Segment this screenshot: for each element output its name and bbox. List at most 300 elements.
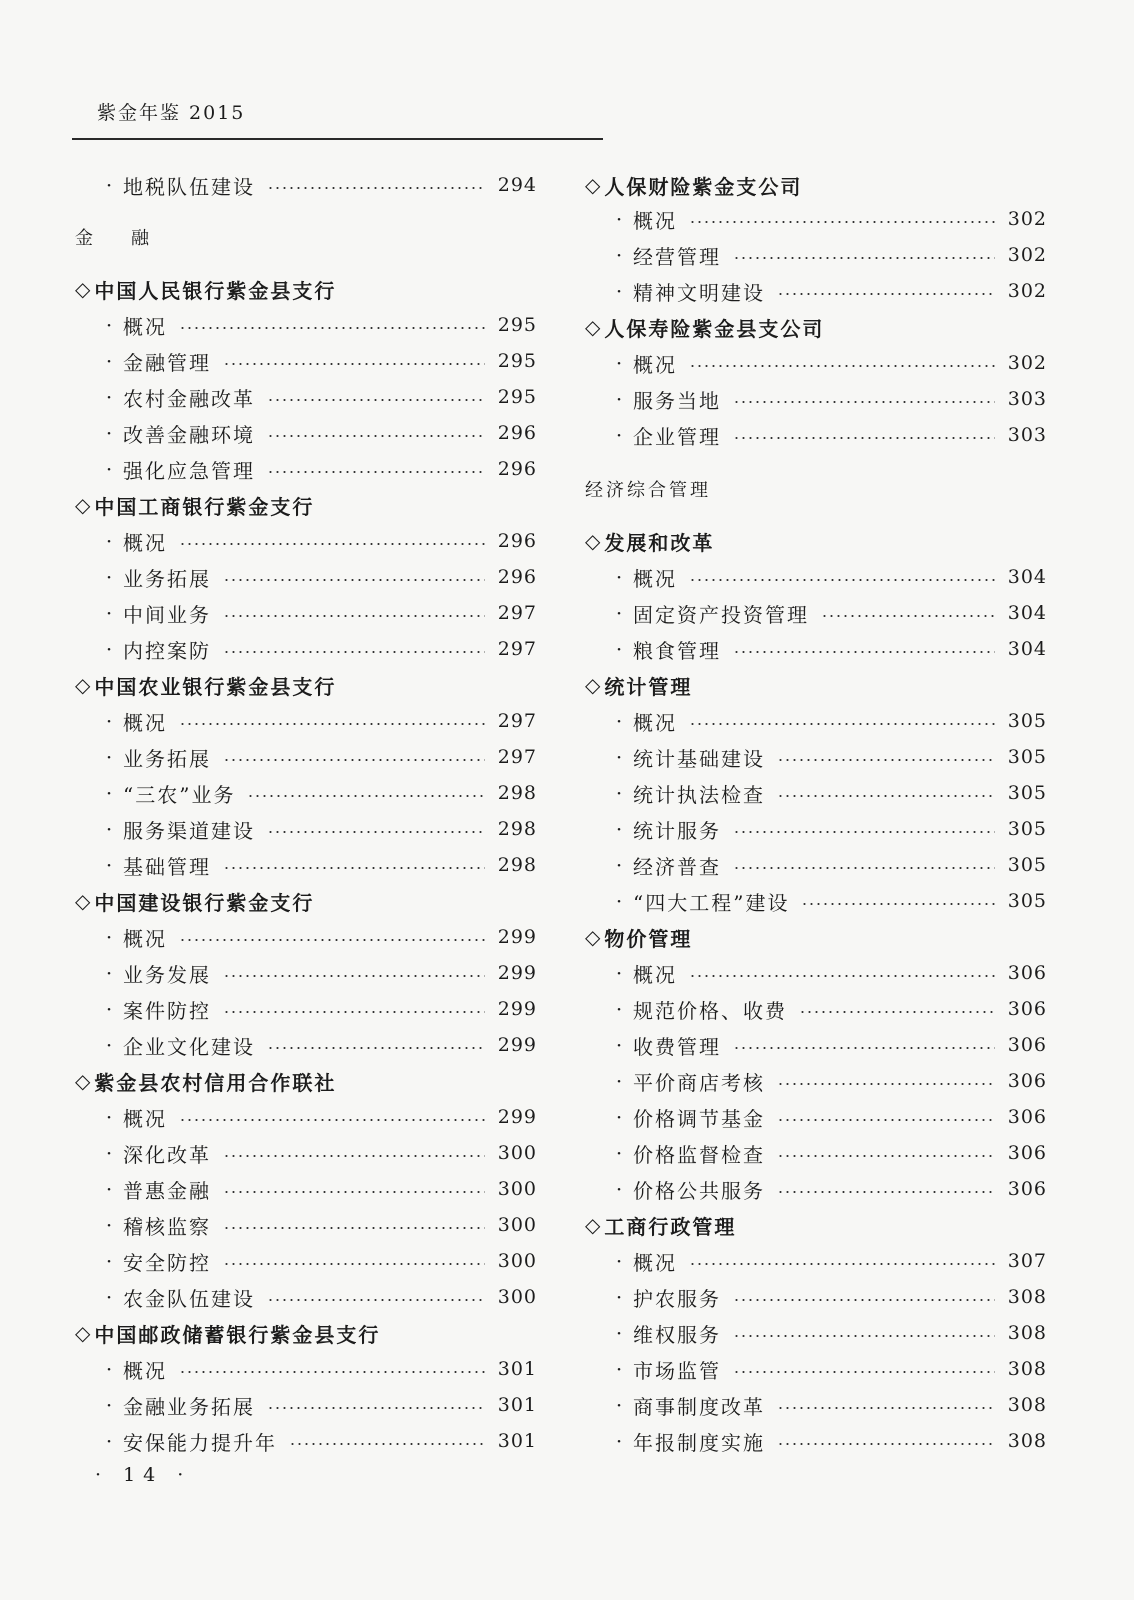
- toc-entry-label: 商事制度改革: [633, 1394, 765, 1419]
- toc-page-number: 306: [1007, 1142, 1047, 1164]
- toc-entry: [75, 812, 537, 846]
- toc-entry-label: 市场监管: [633, 1358, 721, 1383]
- bullet-icon: ·: [615, 1105, 623, 1129]
- toc-entry-label: 农村金融改革: [123, 386, 255, 411]
- toc-entry-label: 业务拓展: [123, 566, 211, 591]
- toc-entry-label: 业务拓展: [123, 746, 211, 771]
- toc-page-number: 300: [497, 1250, 537, 1272]
- bullet-icon: ·: [105, 961, 113, 985]
- toc-entry: [75, 848, 537, 882]
- dot-leader: [689, 975, 995, 977]
- toc-page-number: 306: [1007, 1178, 1047, 1200]
- bullet-icon: ·: [615, 1141, 623, 1165]
- bullet-icon: ·: [615, 997, 623, 1021]
- toc-page-number: 302: [1007, 208, 1047, 230]
- toc-page-number: 304: [1007, 602, 1047, 624]
- dot-leader: [777, 795, 995, 797]
- toc-page-number: 297: [497, 638, 537, 660]
- toc-entry: [585, 632, 1047, 666]
- toc-entry-label: “三农”业务: [123, 782, 236, 807]
- toc-entry-label: 安全防控: [123, 1250, 211, 1275]
- dot-leader: [223, 1263, 485, 1265]
- bullet-icon: ·: [615, 1429, 623, 1453]
- toc-page-number: 299: [497, 1106, 537, 1128]
- bullet-icon: ·: [615, 207, 623, 231]
- toc-entry: [585, 1280, 1047, 1314]
- dot-leader: [223, 759, 485, 761]
- toc-page-number: 306: [1007, 1106, 1047, 1128]
- toc-page-number: 296: [497, 566, 537, 588]
- dot-leader: [267, 471, 485, 473]
- toc-page-number: 297: [497, 602, 537, 624]
- toc-page-number: 305: [1007, 854, 1047, 876]
- dot-leader: [733, 257, 995, 259]
- toc-page-number: 299: [497, 962, 537, 984]
- toc-entry: [75, 452, 537, 486]
- toc-entry-label: 粮食管理: [633, 638, 721, 663]
- toc-entry-label: 维权服务: [633, 1322, 721, 1347]
- dot-leader: [223, 867, 485, 869]
- diamond-icon: ◇: [585, 315, 603, 339]
- dot-leader: [777, 1407, 995, 1409]
- bullet-icon: ·: [105, 1249, 113, 1273]
- toc-heading-label: 物价管理: [604, 926, 693, 951]
- toc-page-number: 303: [1007, 388, 1047, 410]
- bullet-icon: ·: [615, 961, 623, 985]
- bullet-icon: ·: [105, 1141, 113, 1165]
- toc-entry: [75, 168, 537, 202]
- toc-heading: [75, 272, 537, 306]
- bullet-icon: ·: [105, 565, 113, 589]
- toc-entry: [585, 274, 1047, 308]
- toc-entry-label: 服务渠道建设: [123, 818, 255, 843]
- toc-page-number: 302: [1007, 352, 1047, 374]
- toc-entry: [585, 346, 1047, 380]
- bullet-icon: ·: [105, 313, 113, 337]
- toc-entry: [585, 382, 1047, 416]
- toc-page-number: 299: [497, 1034, 537, 1056]
- toc-entry: [585, 1028, 1047, 1062]
- toc-heading: [75, 884, 537, 918]
- toc-page-number: 296: [497, 530, 537, 552]
- toc-page-number: 301: [497, 1430, 537, 1452]
- toc-page-number: 296: [497, 422, 537, 444]
- dot-leader: [223, 1191, 485, 1193]
- toc-entry-label: 企业文化建设: [123, 1034, 255, 1059]
- dot-leader: [223, 1155, 485, 1157]
- dot-leader: [267, 831, 485, 833]
- toc-entry: [585, 1244, 1047, 1278]
- toc-page-number: 308: [1007, 1394, 1047, 1416]
- toc-heading-label: 发展和改革: [604, 530, 715, 555]
- toc-page-number: 299: [497, 998, 537, 1020]
- dot-leader: [777, 1191, 995, 1193]
- toc-page-number: 306: [1007, 1070, 1047, 1092]
- bullet-icon: ·: [105, 421, 113, 445]
- toc-entry-label: 稽核监察: [123, 1214, 211, 1239]
- dot-leader: [267, 1299, 485, 1301]
- toc-heading: [75, 1064, 537, 1098]
- toc-entry: [75, 524, 537, 558]
- toc-page-number: 298: [497, 818, 537, 840]
- toc-entry: [585, 704, 1047, 738]
- dot-leader: [247, 795, 485, 797]
- bullet-icon: ·: [105, 781, 113, 805]
- toc-entry-label: 概况: [633, 962, 677, 987]
- toc-entry-label: 价格监督检查: [633, 1142, 765, 1167]
- bullet-icon: ·: [615, 423, 623, 447]
- toc-entry-label: 经济普查: [633, 854, 721, 879]
- dot-leader: [179, 1371, 485, 1373]
- toc-entry-label: 深化改革: [123, 1142, 211, 1167]
- dot-leader: [267, 1407, 485, 1409]
- toc-page-number: 297: [497, 710, 537, 732]
- toc-entry-label: 基础管理: [123, 854, 211, 879]
- toc-entry-label: 改善金融环境: [123, 422, 255, 447]
- dot-leader: [179, 327, 485, 329]
- toc-entry-label: 中间业务: [123, 602, 211, 627]
- toc-page-number: 295: [497, 314, 537, 336]
- toc-heading: [585, 1208, 1047, 1242]
- toc-entry: [75, 1028, 537, 1062]
- bullet-icon: ·: [105, 709, 113, 733]
- toc-entry: [75, 380, 537, 414]
- toc-entry: [585, 1316, 1047, 1350]
- diamond-icon: ◇: [585, 529, 603, 553]
- toc-entry-label: 固定资产投资管理: [633, 602, 809, 627]
- dot-leader: [223, 651, 485, 653]
- toc-page-number: 305: [1007, 782, 1047, 804]
- toc-heading-label: 中国工商银行紫金支行: [94, 494, 315, 519]
- toc-entry: [75, 1208, 537, 1242]
- dot-leader: [777, 1155, 995, 1157]
- toc-page-number: 297: [497, 746, 537, 768]
- toc-entry: [75, 344, 537, 378]
- toc-page-number: 305: [1007, 746, 1047, 768]
- diamond-icon: ◇: [585, 1213, 603, 1237]
- diamond-icon: ◇: [75, 277, 93, 301]
- bullet-icon: ·: [615, 853, 623, 877]
- dot-leader: [179, 543, 485, 545]
- toc-entry: [585, 776, 1047, 810]
- toc-heading-label: 紫金县农村信用合作联社: [94, 1070, 337, 1095]
- toc-entry: [585, 238, 1047, 272]
- toc-entry: [585, 1100, 1047, 1134]
- toc-entry-label: 收费管理: [633, 1034, 721, 1059]
- bullet-icon: ·: [615, 637, 623, 661]
- dot-leader: [733, 437, 995, 439]
- toc-entry-label: 服务当地: [633, 388, 721, 413]
- toc-heading-label: 人保财险紫金支公司: [604, 174, 803, 199]
- toc-entry: [585, 884, 1047, 918]
- toc-entry: [75, 704, 537, 738]
- bullet-icon: ·: [105, 925, 113, 949]
- diamond-icon: ◇: [75, 1069, 93, 1093]
- bullet-icon: ·: [105, 853, 113, 877]
- toc-entry-label: 概况: [633, 208, 677, 233]
- diamond-icon: ◇: [75, 493, 93, 517]
- toc-entry-label: 统计执法检查: [633, 782, 765, 807]
- toc-entry: [75, 632, 537, 666]
- toc-entry: [585, 812, 1047, 846]
- dot-leader: [733, 401, 995, 403]
- toc-page-number: 301: [497, 1358, 537, 1380]
- toc-page-number: 306: [1007, 998, 1047, 1020]
- toc-entry: [75, 1280, 537, 1314]
- toc-page-number: 304: [1007, 638, 1047, 660]
- toc-entry: [585, 1172, 1047, 1206]
- dot-leader: [223, 1011, 485, 1013]
- dot-leader: [733, 1371, 995, 1373]
- toc-page-number: 304: [1007, 566, 1047, 588]
- bullet-icon: ·: [615, 1321, 623, 1345]
- toc-entry-label: 平价商店考核: [633, 1070, 765, 1095]
- toc-heading-label: 统计管理: [604, 674, 693, 699]
- bullet-icon: ·: [105, 457, 113, 481]
- dot-leader: [223, 363, 485, 365]
- toc-entry-label: 安保能力提升年: [123, 1430, 277, 1455]
- toc-entry: [585, 202, 1047, 236]
- running-header: 紫金年鉴 2015: [97, 102, 246, 124]
- dot-leader: [223, 975, 485, 977]
- toc-entry-label: 概况: [123, 314, 167, 339]
- toc-entry-label: 农金队伍建设: [123, 1286, 255, 1311]
- toc-entry: [585, 956, 1047, 990]
- toc-entry-label: 概况: [123, 530, 167, 555]
- toc-entry: [75, 1100, 537, 1134]
- toc-entry-label: 概况: [123, 710, 167, 735]
- toc-page-number: 298: [497, 782, 537, 804]
- bullet-icon: ·: [105, 385, 113, 409]
- toc-heading: [585, 920, 1047, 954]
- toc-entry: [75, 992, 537, 1026]
- bullet-icon: ·: [105, 1393, 113, 1417]
- toc-entry: [75, 1172, 537, 1206]
- bullet-icon: ·: [615, 1285, 623, 1309]
- toc-section-title: 经济综合管理: [585, 480, 711, 501]
- dot-leader: [689, 365, 995, 367]
- bullet-icon: ·: [615, 243, 623, 267]
- dot-leader: [179, 723, 485, 725]
- toc-heading-label: 人保寿险紫金县支公司: [604, 316, 825, 341]
- dot-leader: [777, 293, 995, 295]
- toc-entry: [75, 920, 537, 954]
- bullet-icon: ·: [615, 817, 623, 841]
- toc-heading: [585, 310, 1047, 344]
- toc-entry: [75, 560, 537, 594]
- toc-section-title: 金融: [75, 228, 187, 249]
- dot-leader: [777, 1083, 995, 1085]
- toc-page-number: 300: [497, 1142, 537, 1164]
- bullet-icon: ·: [615, 781, 623, 805]
- toc-entry: [75, 416, 537, 450]
- diamond-icon: ◇: [75, 1321, 93, 1345]
- toc-entry: [75, 1352, 537, 1386]
- toc-entry-label: 概况: [123, 1358, 167, 1383]
- toc-heading: [585, 524, 1047, 558]
- toc-entry: [585, 1352, 1047, 1386]
- bullet-icon: ·: [615, 1357, 623, 1381]
- toc-page-number: 298: [497, 854, 537, 876]
- bullet-icon: ·: [105, 1177, 113, 1201]
- dot-leader: [223, 1227, 485, 1229]
- dot-leader: [179, 1119, 485, 1121]
- toc-heading: [75, 668, 537, 702]
- toc-page-number: 295: [497, 350, 537, 372]
- toc-entry-label: 价格调节基金: [633, 1106, 765, 1131]
- header-rule: [72, 138, 603, 140]
- bullet-icon: ·: [105, 1033, 113, 1057]
- toc-entry-label: 内控案防: [123, 638, 211, 663]
- toc-entry: [585, 740, 1047, 774]
- toc-entry: [75, 956, 537, 990]
- toc-entry-label: 价格公共服务: [633, 1178, 765, 1203]
- dot-leader: [821, 615, 995, 617]
- toc-entry: [75, 1244, 537, 1278]
- toc-entry-label: “四大工程”建设: [633, 890, 790, 915]
- toc-entry: [585, 848, 1047, 882]
- dot-leader: [733, 1335, 995, 1337]
- toc-entry-label: 概况: [633, 1250, 677, 1275]
- bullet-icon: ·: [615, 745, 623, 769]
- toc-page-number: 302: [1007, 244, 1047, 266]
- toc-page-number: 306: [1007, 962, 1047, 984]
- toc-entry-label: 概况: [123, 926, 167, 951]
- dot-leader: [733, 1047, 995, 1049]
- toc-entry: [585, 1388, 1047, 1422]
- bullet-icon: ·: [105, 637, 113, 661]
- bullet-icon: ·: [105, 997, 113, 1021]
- toc-heading: [75, 488, 537, 522]
- toc-entry: [75, 308, 537, 342]
- toc-entry-label: 护农服务: [633, 1286, 721, 1311]
- dot-leader: [733, 1299, 995, 1301]
- toc-entry: [75, 1388, 537, 1422]
- toc-page-number: 305: [1007, 710, 1047, 732]
- toc-entry: [585, 596, 1047, 630]
- toc-page-number: 300: [497, 1214, 537, 1236]
- dot-leader: [801, 903, 995, 905]
- toc-page-number: 302: [1007, 280, 1047, 302]
- dot-leader: [777, 759, 995, 761]
- toc-page-number: 300: [497, 1286, 537, 1308]
- toc-entry-label: 统计服务: [633, 818, 721, 843]
- dot-leader: [223, 579, 485, 581]
- bullet-icon: ·: [615, 889, 623, 913]
- toc-entry-label: 普惠金融: [123, 1178, 211, 1203]
- dot-leader: [689, 1263, 995, 1265]
- toc-entry-label: 企业管理: [633, 424, 721, 449]
- bullet-icon: ·: [105, 817, 113, 841]
- dot-leader: [267, 1047, 485, 1049]
- bullet-icon: ·: [105, 529, 113, 553]
- toc-entry-label: 概况: [633, 710, 677, 735]
- diamond-icon: ◇: [585, 173, 603, 197]
- bullet-icon: ·: [615, 1249, 623, 1273]
- bullet-icon: ·: [105, 1105, 113, 1129]
- bullet-icon: ·: [105, 601, 113, 625]
- dot-leader: [689, 579, 995, 581]
- bullet-icon: ·: [615, 351, 623, 375]
- diamond-icon: ◇: [585, 673, 603, 697]
- toc-entry-label: 地税队伍建设: [123, 174, 255, 199]
- toc-entry-label: 统计基础建设: [633, 746, 765, 771]
- dot-leader: [689, 723, 995, 725]
- toc-page-number: 308: [1007, 1286, 1047, 1308]
- dot-leader: [267, 187, 485, 189]
- toc-entry-label: 经营管理: [633, 244, 721, 269]
- bullet-icon: ·: [105, 1357, 113, 1381]
- bullet-icon: ·: [105, 349, 113, 373]
- toc-entry: [585, 1424, 1047, 1458]
- toc-heading: [75, 1316, 537, 1350]
- toc-entry-label: 概况: [633, 566, 677, 591]
- bullet-icon: ·: [615, 387, 623, 411]
- dot-leader: [223, 615, 485, 617]
- toc-page-number: 301: [497, 1394, 537, 1416]
- bullet-icon: ·: [105, 1285, 113, 1309]
- bullet-icon: ·: [615, 601, 623, 625]
- toc-page-number: 295: [497, 386, 537, 408]
- diamond-icon: ◇: [75, 889, 93, 913]
- toc-page-number: 296: [497, 458, 537, 480]
- dot-leader: [733, 831, 995, 833]
- toc-page-number: 305: [1007, 890, 1047, 912]
- toc-heading-label: 中国人民银行紫金县支行: [94, 278, 337, 303]
- toc-page-number: 308: [1007, 1322, 1047, 1344]
- toc-heading-label: 工商行政管理: [604, 1214, 737, 1239]
- bullet-icon: ·: [105, 745, 113, 769]
- diamond-icon: ◇: [75, 673, 93, 697]
- toc-page-number: 307: [1007, 1250, 1047, 1272]
- dot-leader: [733, 651, 995, 653]
- toc-entry: [585, 1064, 1047, 1098]
- toc-page-number: 294: [497, 174, 537, 196]
- dot-leader: [799, 1011, 995, 1013]
- toc-heading: [585, 668, 1047, 702]
- toc-entry: [585, 992, 1047, 1026]
- toc-entry: [585, 560, 1047, 594]
- toc-page-number: 306: [1007, 1034, 1047, 1056]
- toc-entry-label: 强化应急管理: [123, 458, 255, 483]
- dot-leader: [733, 867, 995, 869]
- toc-entry: [75, 740, 537, 774]
- toc-heading: [585, 168, 1047, 202]
- bullet-icon: ·: [105, 1429, 113, 1453]
- toc-entry: [75, 1136, 537, 1170]
- diamond-icon: ◇: [585, 925, 603, 949]
- toc-entry: [75, 596, 537, 630]
- dot-leader: [267, 435, 485, 437]
- toc-entry-label: 规范价格、收费: [633, 998, 787, 1023]
- toc-page-number: 303: [1007, 424, 1047, 446]
- toc-entry-label: 金融管理: [123, 350, 211, 375]
- toc-entry-label: 精神文明建设: [633, 280, 765, 305]
- dot-leader: [179, 939, 485, 941]
- bullet-icon: ·: [615, 1069, 623, 1093]
- bullet-icon: ·: [615, 1177, 623, 1201]
- dot-leader: [289, 1443, 485, 1445]
- bullet-icon: ·: [615, 709, 623, 733]
- toc-heading-label: 中国邮政储蓄银行紫金县支行: [94, 1322, 381, 1347]
- dot-leader: [777, 1443, 995, 1445]
- bullet-icon: ·: [615, 1033, 623, 1057]
- toc-entry: [585, 1136, 1047, 1170]
- toc-page-number: 300: [497, 1178, 537, 1200]
- dot-leader: [267, 399, 485, 401]
- toc-entry: [75, 1424, 537, 1458]
- toc-entry-label: 金融业务拓展: [123, 1394, 255, 1419]
